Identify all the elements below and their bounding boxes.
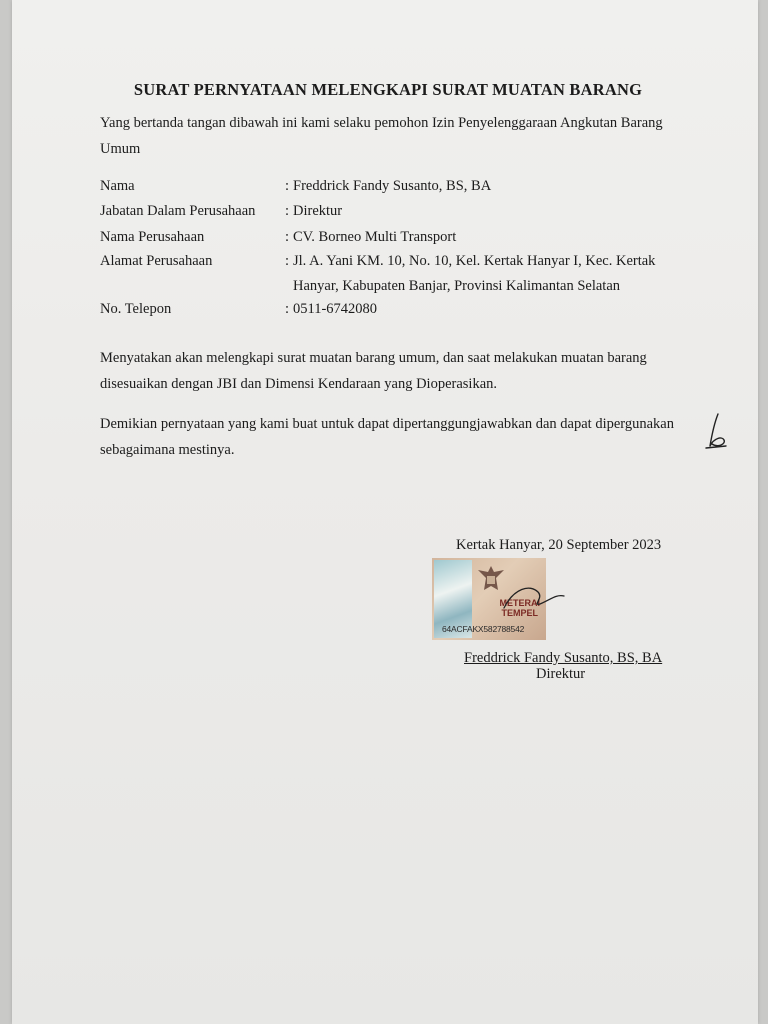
field-label: No. Telepon <box>100 301 172 317</box>
stamp-label: METERAI TEMPEL <box>499 598 540 618</box>
initial-mark-icon <box>704 410 732 450</box>
field-label: Nama <box>100 178 135 194</box>
field-label: Jabatan Dalam Perusahaan <box>100 203 256 219</box>
field-label: Alamat Perusahaan <box>100 253 213 269</box>
field-value-cont: Hanyar, Kabupaten Banjar, Provinsi Kalimantan Selatan <box>293 278 621 294</box>
signer-name: Freddrick Fandy Susanto, BS, BA <box>464 650 663 666</box>
signature-icon <box>500 578 570 618</box>
intro-paragraph: Yang bertanda tangan dibawah ini kami selaku pemohon Izin Penyelenggaraan Angkutan Barang Umum <box>100 115 663 157</box>
field-value: : Jl. A. Yani KM. 10, No. 10, Kel. Kertak Hanyar I, Kec. Kertak <box>285 253 656 269</box>
closing-paragraph: Demikian pernyataan yang kami buat untuk dapat dipertanggungjawabkan dan dapat dipergunakan sebagaimana mestinya. <box>100 416 674 458</box>
statement-paragraph: Menyatakan akan melengkapi surat muatan barang umum, dan saat melakukan muatan barang disesuaikan dengan JBI dan Dimensi Kendaraan yang Dioperasikan. <box>100 350 647 392</box>
document-title: SURAT PERNYATAAN MELENGKAPI SURAT MUATAN BARANG <box>133 80 643 99</box>
signer-role: Direktur <box>536 666 586 682</box>
field-value: : 0511-6742080 <box>285 301 378 317</box>
stamp-serial: 64ACFAKX582788542 <box>442 624 525 634</box>
field-value: : CV. Borneo Multi Transport <box>285 229 457 245</box>
place-date: Kertak Hanyar, 20 September 2023 <box>456 537 662 553</box>
field-label: Nama Perusahaan <box>100 229 205 245</box>
field-value: : Freddrick Fandy Susanto, BS, BA <box>285 178 492 194</box>
field-value: : Direktur <box>285 203 343 219</box>
